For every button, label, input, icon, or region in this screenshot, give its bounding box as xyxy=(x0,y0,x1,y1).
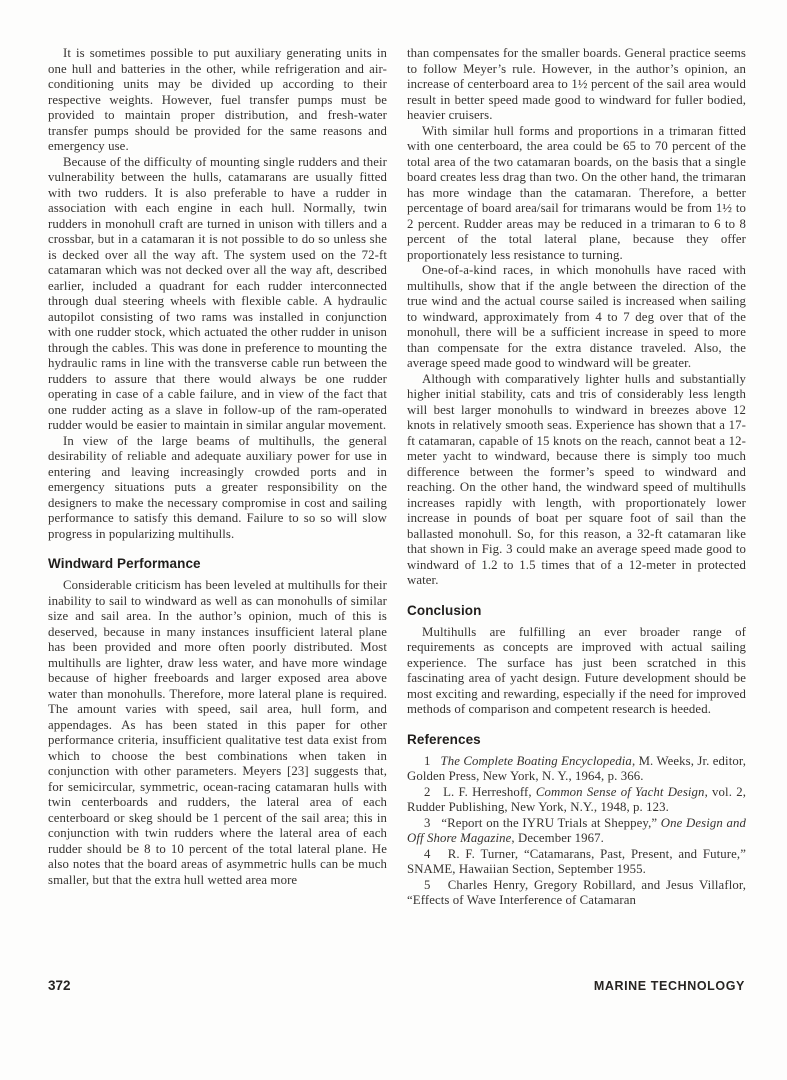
reference-item: 4 R. F. Turner, “Catamarans, Past, Present, and Future,” SNAME, Hawaiian Section, September 1955. xyxy=(407,846,746,876)
reference-item: 2 L. F. Herreshoff, Common Sense of Yacht Design, vol. 2, Rudder Publishing, New York, N.Y., 1948, p. 123. xyxy=(407,784,746,814)
two-column-text-area xyxy=(48,46,746,976)
paragraph: One-of-a-kind races, in which monohulls have raced with multihulls, show that if the angle between the direction of the true wind and the actual course sailed is increased when sailing to windward, approximately from 4 to 7 deg over that of the monohull, there will be a sufficient increase in speed to more than compensate for the extra distance traveled. Also, the average speed made good to windward will be greater. xyxy=(407,263,746,370)
section-heading-references: References xyxy=(407,731,481,747)
left-column xyxy=(48,46,387,976)
right-column xyxy=(407,46,746,976)
page-footer xyxy=(48,978,745,993)
paragraph: With similar hull forms and proportions in a trimaran fitted with one centerboard, the area could be 65 to 70 percent of the total area of the two catamaran boards, on the basis that a single board creates less drag than two. On the other hand, the trimaran has more windage than the catamaran. Therefore, a better percentage of board area/sail for trimarans would be from 1½ to 2 percent. Rudder areas may be reduced in a trimaran to 6 to 8 percent of the total lateral plane, because they offer proportionately less resistance to turning. xyxy=(407,123,746,262)
paragraph: Although with comparatively lighter hulls and substantially higher initial stability, cats and tris of considerably less length will best larger monohulls to windward in breezes above 12 knots in relatively smooth seas. Experience has shown that a 17-ft catamaran, capable of 15 knots on the reach, cannot beat a 12-meter yacht to windward, because there is simply too much difference between the former’s speed to windward and reaching. On the other hand, the windward speed of multihulls increases rapidly with length, with proportionately lower increase in pounds of boat per square foot of sail than the ballasted monohull. So, for this reason, a 32-ft catamaran like that shown in Fig. 3 could make an average speed made good to windward of 1.2 to 1.5 times that of a 12-meter in protected water. xyxy=(407,371,746,587)
paragraph: It is sometimes possible to put auxiliary generating units in one hull and batteries in the other, while refrigeration and air-conditioning units may be divided up according to their respective weights. However, fuel transfer pumps must be provided to maintain proper distribution, and fresh-water transfer pumps should be provided for the same reasons and emergency use. xyxy=(48,46,387,153)
paragraph-continuation: than compensates for the smaller boards. General practice seems to follow Meyer’s rule. However, in the author’s opinion, an increase of centerboard area to 1½ percent of the sail area would result in better speed made good to windward for fuller bodied, heavier cruisers. xyxy=(407,46,746,122)
reference-item: 5 Charles Henry, Gregory Robillard, and Jesus Villaflor, “Effects of Wave Interference of Catamaran xyxy=(407,877,746,907)
paragraph: Multihulls are fulfilling an ever broader range of requirements as concepts are improved with actual sailing experience. The surface has just been scratched in this fascinating area of yacht design. Future development should be most exciting and rewarding, especially if the need for improved methods of comparison and competent research is heeded. xyxy=(407,624,746,716)
reference-item: 1 The Complete Boating Encyclopedia, M. Weeks, Jr. editor, Golden Press, New York, N. Y., 1964, p. 366. xyxy=(407,753,746,783)
section-heading-windward-performance: Windward Performance xyxy=(48,556,201,571)
page-number: 372 xyxy=(48,978,71,993)
journal-name: MARINE TECHNOLOGY xyxy=(593,979,745,993)
section-heading-conclusion: Conclusion xyxy=(407,602,482,618)
paragraph: Because of the difficulty of mounting single rudders and their vulnerability between the hulls, catamarans are usually fitted with two rudders. It is also preferable to have a rudder in association with each engine in each hull. Normally, twin rudders in monohull craft are turned in unison with tillers and a crossbar, but in a catamaran it is not possible to do so unless she is decked over all the way aft. The system used on the 72-ft catamaran which was not decked over all the way aft, described earlier, included a quadrant for each rudder interconnected through dual steering wheels with flexible cable. A hydraulic autopilot consisting of two rams was installed in conjunction with one rudder stock, which actuated the other rudder in unison through the cables. This was done in preference to mounting the hydraulic rams in line with the transverse cable run between the rudders to assure that there would always be one rudder operating in case of a cable failure, and in view of the fact that one rudder acting as a slave in follow-up of the ram-operated rudder would be easier to maintain in similar angular movement. xyxy=(48,154,387,432)
paragraph: Considerable criticism has been leveled at multihulls for their inability to sail to windward as well as can monohulls of similar size and sail area. In the author’s opinion, much of this is deserved, because in many instances insufficient lateral plane has been provided and more often poorly distributed. Most multihulls are lighter, draw less water, and have more windage because of higher freeboards and larger exposed area above water than monohulls. Therefore, more lateral plane is required. The amount varies with speed, sail area, hull form, and appendages. As has been stated in this paper for other performance criteria, insufficient qualitative test data exist from which to choose the best combinations when taken in conjunction with other parameters. Meyers [23] suggests that, for semicircular, symmetric, ocean-racing catamaran hulls with twin centerboards and rudders, the lateral area of each centerboard or skeg should be 1 percent of the sail area; this in conjunction with twin rudders where the lateral area of each rudder should be 8 to 10 percent of the total lateral plane. He also notes that the board areas of asymmetric hulls can be much smaller, but that the extra hull wetted area more xyxy=(48,578,387,887)
paragraph: In view of the large beams of multihulls, the general desirability of reliable and adequate auxiliary power for use in entering and leaving increasingly crowded ports and in emergency situations puts a greater responsibility on the designers to make the necessary compromise in cost and sailing performance to satisfy this demand. Failure to so so will slow progress in popularizing multihulls. xyxy=(48,433,387,541)
reference-item: 3 “Report on the IYRU Trials at Sheppey,” One Design and Off Shore Magazine, December 1967. xyxy=(407,815,746,845)
